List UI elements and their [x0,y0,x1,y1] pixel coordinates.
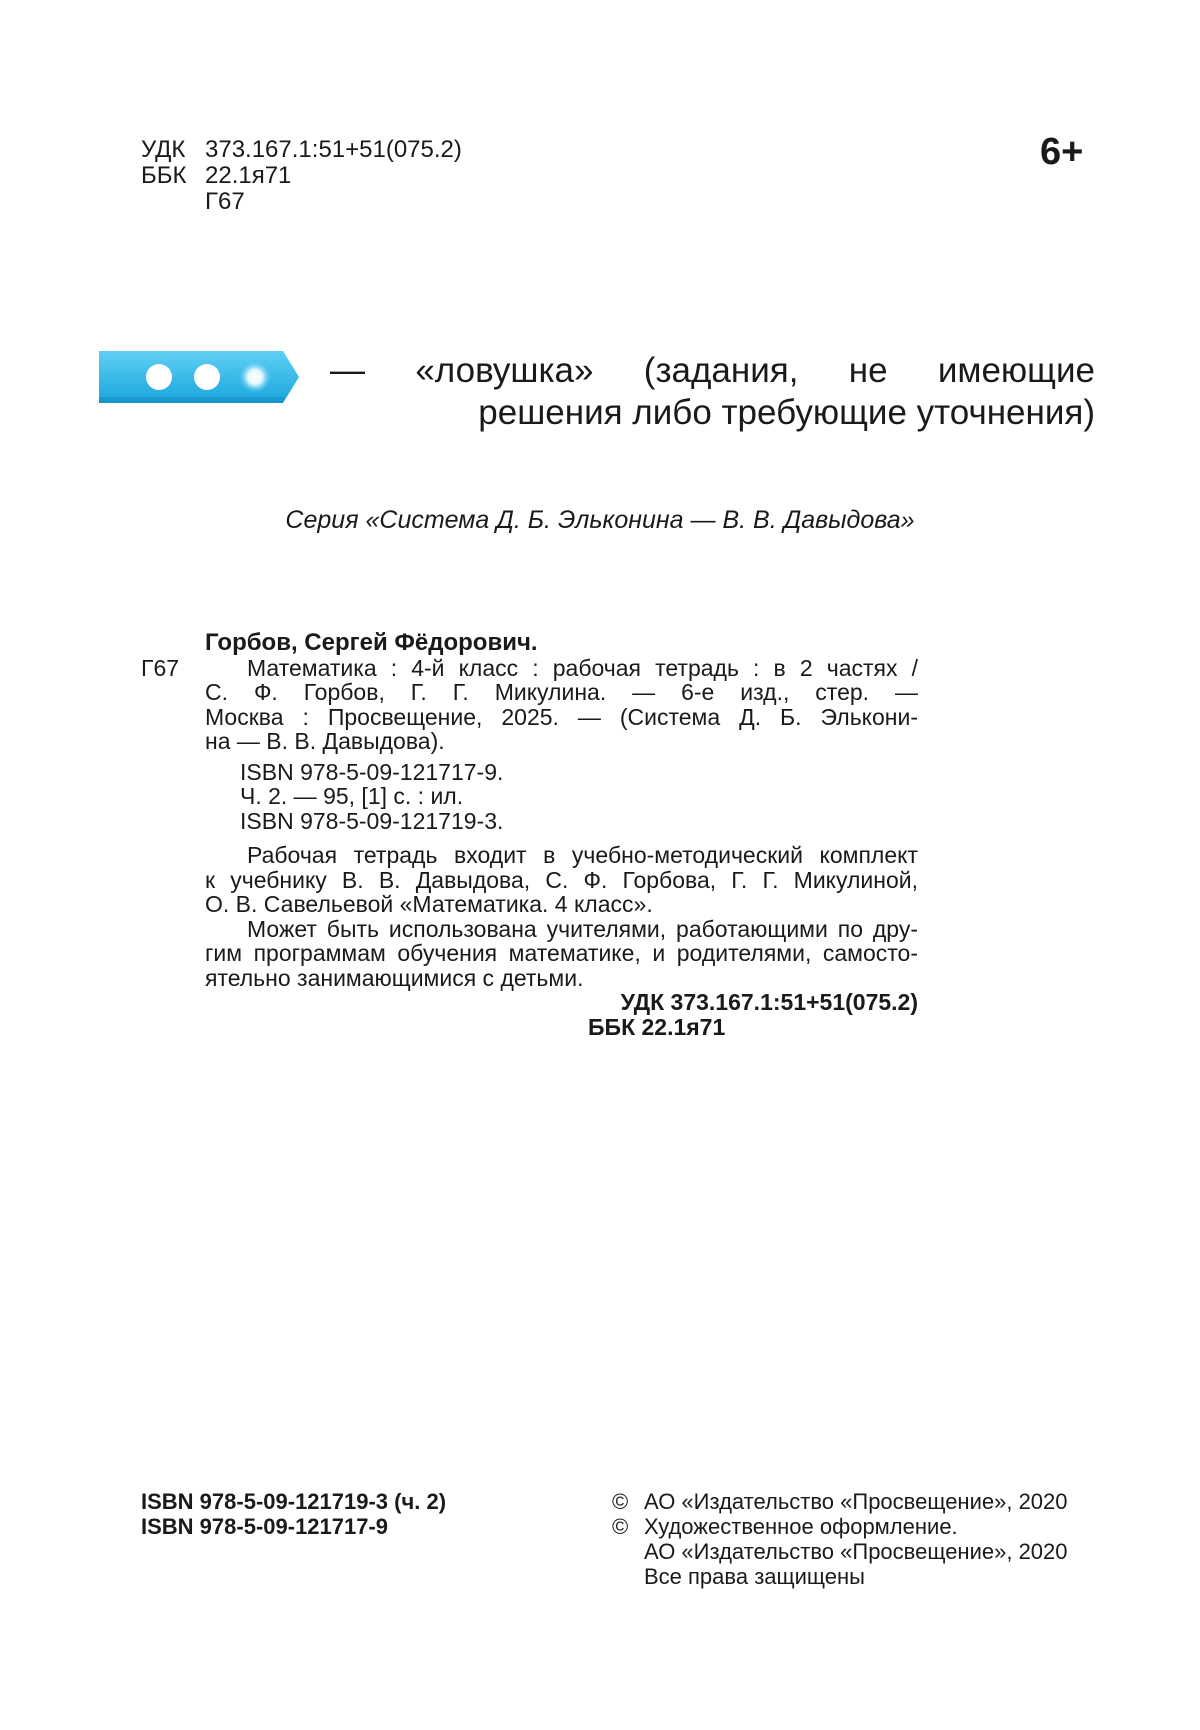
age-rating: 6+ [1040,131,1084,173]
card-isbn-line: ISBN 978-5-09-121717-9. [240,758,504,785]
card-annotation-line: к учебнику В. В. Давыдова, С. Ф. Горбова, Г. Г. Микулиной, [205,866,918,893]
bbk-label: ББК [141,162,187,189]
copyright-line: Художественное оформление. [644,1514,958,1539]
card-title-line: Математика : 4-й класс : рабочая тетрадь : в 2 частях / [247,654,918,681]
bottom-isbn-block [141,1489,446,1539]
trap-dots-icon [99,351,299,403]
author-mark: Г67 [205,188,245,215]
trap-legend [330,350,1095,434]
series-title: Серия «Система Д. Б. Эльконина — В. В. Давыдова» [285,506,915,534]
copyright-symbol: © [612,1489,629,1514]
card-bbk-footer: ББК 22.1я71 [588,1013,726,1040]
card-code: Г67 [141,654,180,681]
trap-dot [194,364,220,390]
legend-line-2: решения либо требующие уточнения) [478,393,1095,432]
bottom-isbn-line: ISBN 978-5-09-121717-9 [141,1514,389,1539]
udk-value: 373.167.1:51+51(075.2) [205,136,462,163]
copyright-row [612,1564,1068,1589]
copyright-line: Все права защищены [644,1564,865,1589]
card-title-line: С. Ф. Горбов, Г. Г. Микулина. — 6-е изд., стер. — [205,679,918,705]
card-annotation-line: ятельно занимающимися с детьми. [205,964,584,991]
bottom-isbn-line: ISBN 978-5-09-121719-3 (ч. 2) [141,1489,447,1514]
legend-line-1: — «ловушка» (задания, не имеющие [330,351,1095,390]
card-annotation-line: О. В. Савельевой «Математика. 4 класс». [205,891,653,917]
card-isbn-line: ISBN 978-5-09-121719-3. [240,807,504,834]
copyright-block [612,1489,1068,1589]
card-isbn-line: Ч. 2. — 95, [1] с. : ил. [240,783,464,809]
udk-row [141,137,462,163]
copyright-row [612,1489,1068,1514]
copyright-symbol: © [612,1514,629,1539]
card-title-line: на — В. В. Давыдова). [205,728,445,754]
trap-dot-glow [239,361,271,393]
classification-block [141,137,462,215]
copyright-row [612,1539,1068,1564]
card-annotation-line: гим программам обучения математике, и родителями, самосто- [205,940,918,966]
card-udk-footer: УДК 373.167.1:51+51(075.2) [620,989,918,1015]
bbk-value: 22.1я71 [205,162,292,189]
card-title-line: Москва : Просвещение, 2025. — (Система Д. Б. Элькони- [205,703,918,730]
copyright-line: АО «Издательство «Просвещение», 2020 [644,1539,1068,1564]
copyright-row [612,1514,1068,1539]
author-mark-row [141,189,462,215]
udk-label: УДК [141,136,186,163]
card-entry [141,654,918,1040]
card-annotation-line: Может быть использована учителями, работающими по дру- [247,915,918,942]
bbk-row [141,163,462,189]
card-author: Горбов, Сергей Фёдорович. [205,629,538,656]
trap-dot [146,364,172,390]
catalogue-card [141,631,918,1039]
copyright-line: АО «Издательство «Просвещение», 2020 [644,1489,1068,1514]
card-annotation-line: Рабочая тетрадь входит в учебно-методический комплект [247,842,918,868]
